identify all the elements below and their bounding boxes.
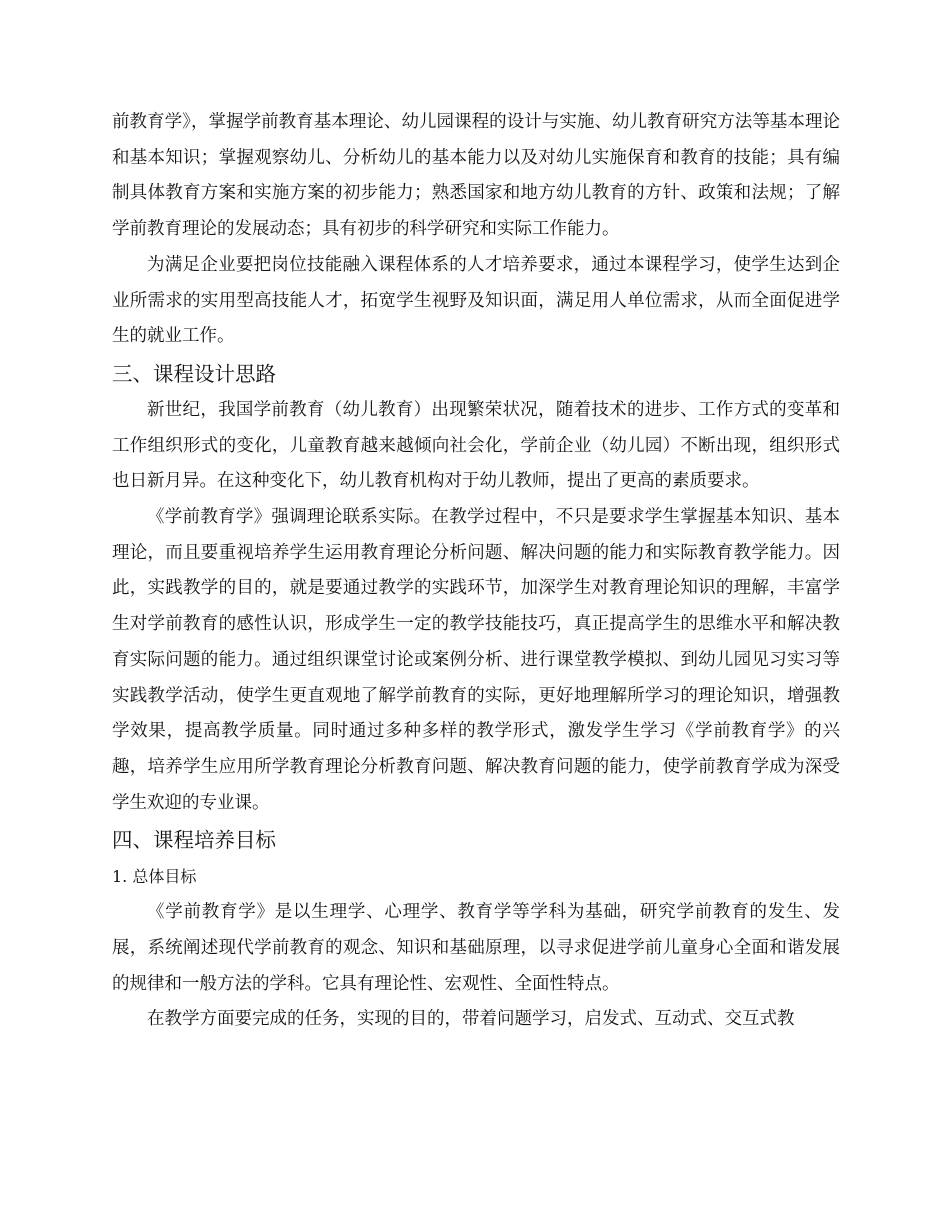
subheading-overall-objective: 1. 总体目标 [112,867,197,887]
paragraph-new-century: 新世纪，我国学前教育（幼儿教育）出现繁荣状况，随着技术的进步、工作方式的变革和工作组织形式的变化，儿童教育越来越倾向社会化，学前企业（幼儿园）不断出现，组织形式也日新月异。在这种变化下，幼儿教育机构对于幼儿教师，提出了更高的素质要求。 [112,399,840,492]
heading-course-design-ideas: 三、课程设计思路 [112,361,276,386]
heading-course-objectives: 四、课程培养目标 [112,828,276,853]
paragraph-teaching-tasks: 在教学方面要完成的任务，实现的目的，带着问题学习，启发式、互动式、交互式教 [147,1009,795,1030]
paragraph-course-knowledge: 前教育学》，掌握学前教育基本理论、幼儿园课程的设计与实施、幼儿教育研究方法等基本理论和基本知识；掌握观察幼儿、分析幼儿的基本能力以及对幼儿实施保育和教育的技能；具有编制具体教育方案和实施方案的初步能力；熟悉国家和地方幼儿教育的方针、政策和法规；了解学前教育理论的发展动态；具有初步的科学研究和实际工作能力。 [112,112,840,240]
document-body [112,105,840,1038]
paragraph-talent-training: 为满足企业要把岗位技能融入课程体系的人才培养要求，通过本课程学习，使学生达到企业所需求的实用型高技能人才，拓宽学生视野及知识面，满足用人单位需求，从而全面促进学生的就业工作。 [112,254,840,347]
paragraph-discipline-definition: 《学前教育学》是以生理学、心理学、教育学等学科为基础，研究学前教育的发生、发展，系统阐述现代学前教育的观念、知识和基础原理，以寻求促进学前儿童身心全面和谐发展的规律和一般方法的学科。它具有理论性、宏观性、全面性特点。 [112,902,840,994]
paragraph-theory-practice: 《学前教育学》强调理论联系实际。在教学过程中，不只是要求学生掌握基本知识、基本理论，而且要重视培养学生运用教育理论分析问题、解决问题的能力和实际教育教学能力。因此，实践教学的目的，就是要通过教学的实践环节，加深学生对教育理论知识的理解，丰富学生对学前教育的感性认识，形成学生一定的教学技能技巧，真正提高学生的思维水平和解决教育实际问题的能力。通过组织课堂讨论或案例分析、进行课堂教学模拟、到幼儿园见习实习等实践教学活动，使学生更直观地了解学前教育的实际，更好地理解所学习的理论知识，增强教学效果，提高教学质量。同时通过多种多样的教学形式，激发学生学习《学前教育学》的兴趣，培养学生应用所学教育理论分析教育问题、解决教育问题的能力，使学前教育学成为深受学生欢迎的专业课。 [112,507,840,813]
